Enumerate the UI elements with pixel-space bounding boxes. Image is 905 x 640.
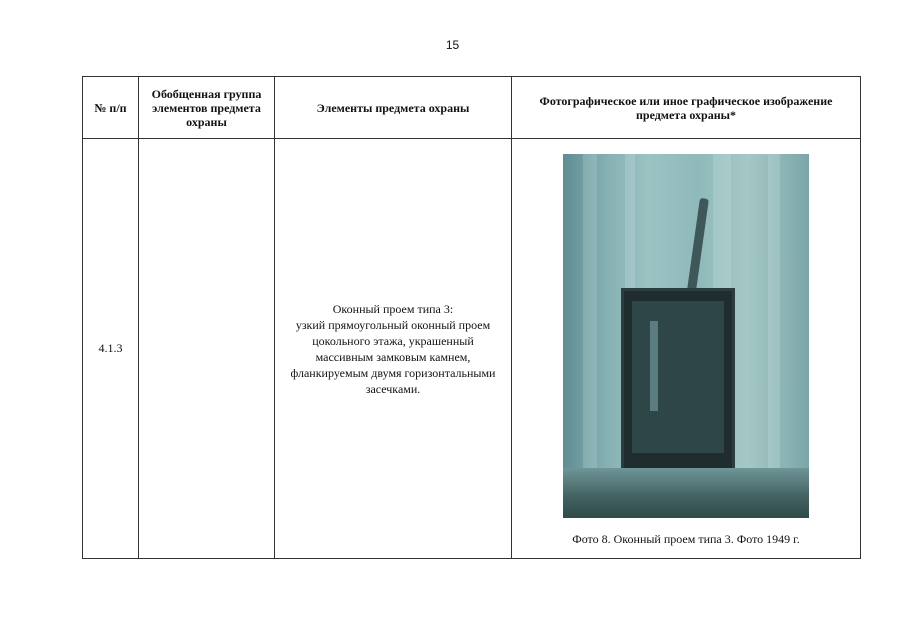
elements-title: Оконный проем типа 3: [332,301,454,316]
row-elements [275,139,512,559]
elements-line: цокольного этажа, украшенный [312,333,474,348]
window-photo [563,154,809,518]
row-group [139,139,275,559]
row-photo-cell [512,139,861,559]
table-row [83,139,861,559]
photo-window-opening [621,288,735,476]
photo-ground [563,468,809,518]
photo-rod [686,198,709,298]
page-number: 15 [445,38,460,52]
elements-line: массивным замковым камнем, [315,349,471,364]
header-group: Обобщенная группа элементов предмета охраны [139,77,275,139]
table-header-row [83,77,861,139]
photo-caption: Фото 8. Оконный проем типа 3. Фото 1949 г. [572,532,800,546]
elements-line: узкий прямоугольный оконный проем [295,317,491,332]
elements-line: засечками. [365,381,421,396]
row-number: 4.1.3 [83,139,139,559]
protection-table [82,76,861,559]
header-photo: Фотографическое или иное графическое изображение предмета охраны* [512,77,861,139]
header-number: № п/п [83,77,139,139]
elements-line: фланкируемым двумя горизонтальными [290,365,496,380]
header-elements: Элементы предмета охраны [275,77,512,139]
